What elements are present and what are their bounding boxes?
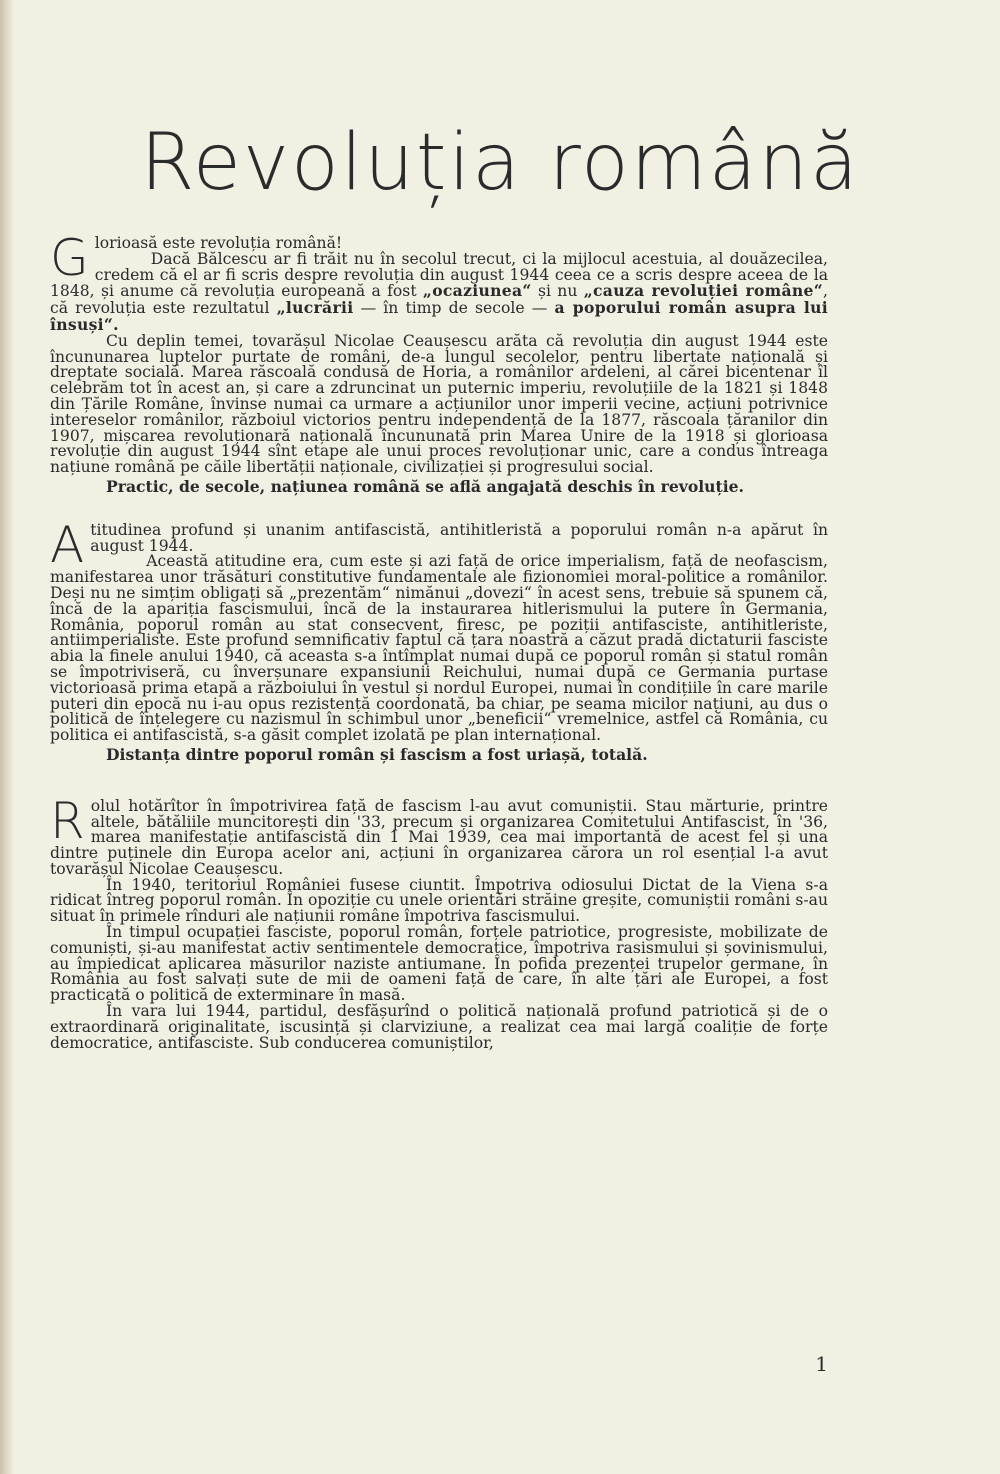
drop-cap: G [50, 229, 89, 287]
section-2 [50, 515, 828, 764]
article-body [50, 229, 828, 1052]
section-3 [50, 791, 828, 1052]
body-text: olul hotărîtor în împotrivirea față de fascism l-au avut comuniștii. Stau mărturie, printre altele, bătăliile muncitorești din '33, precum și organizarea Comitetului Antifascist, în '36, marea manifestație antifascistă din 1 Mai 1939, cea mai importantă de acest fel și una dintre puținele din Europa acelor ani, acțiuni în organizarea cărora un rol esențial l-a avut tovarășul Nicolae Ceaușescu. [50, 796, 828, 878]
emphasis-text: „lucrării [276, 298, 354, 318]
binding-gutter [0, 0, 14, 1474]
body-text: Dacă Bălcescu ar fi trăit nu în secolul trecut, ci la mijlocul acestuia, al douăzecilea, credem că el ar fi scris despre revoluția din august 1944 ceea ce a scris despre aceea de la 1848, și anume că revoluția europeană a fost [50, 249, 828, 301]
body-text: lorioasă este revoluția română! [94, 234, 343, 252]
emphasis-text: a poporului român asupra lui însuși“. [50, 298, 828, 334]
paragraph [50, 515, 828, 574]
paragraph [50, 791, 828, 878]
paragraph [50, 1004, 828, 1051]
emphasis-text: „cauza revoluției române“ [583, 281, 824, 301]
paragraph [50, 331, 828, 477]
body-text: titudinea profund și unanim antifascistă, antihitleristă a poporului român n-a apărut în august 1944. [90, 520, 828, 555]
paragraph [50, 875, 828, 926]
page-number: 1 [815, 1352, 828, 1376]
body-text: , că revoluția este rezultatul [50, 282, 828, 318]
paragraph [50, 925, 828, 1004]
emphasis-text: „ocaziunea“ [422, 281, 532, 301]
body-text: — în timp de secole — [353, 299, 555, 318]
body-text: În 1940, teritoriul României fusese ciuntit. Împotriva odiosului Dictat de la Viena s-a ridicat întreg poporul român. În opoziție cu unele orientări străine greșite, comuniștii români s-au situat în primele rînduri ale națiunii române împotriva fascismului. [50, 875, 828, 926]
section-gap [50, 495, 828, 523]
section-1 [50, 229, 828, 496]
body-text: În vara lui 1944, partidul, desfășurînd o politică națională profund patriotică și de o extraordinară originalitate, iscusință și clarviziune, a realizat cea mai largă coaliție de forțe democratice, antifasciste. Sub conducerea comuniștilor, [50, 1002, 828, 1052]
drop-cap: R [50, 791, 85, 850]
section-conclusion: Practic, de secole, națiunea română se află angajată deschis în revoluție. [106, 476, 744, 496]
paragraph [50, 249, 828, 334]
drop-cap: A [50, 515, 85, 574]
body-text: Cu deplin temei, tovarășul Nicolae Ceaușescu arăta că revoluția din august 1944 este încununarea luptelor purtate de români, de-a lungul secolelor, pentru libertate națională și dreptate socială. Marea răscoală condusă de Horia, a românilor ardeleni, al cărei bicentenar îl celebrăm tot în acest an, și care a zdruncinat un puternic imperiu, revoluțiile de la 1821 și 1848 din Țările Române, învinse numai ca urmare a acțiunilor unor imperii vecine, acțiuni potrivnice intereselor românilor, războiul victorios pentru independență de la 1877, răscoala țăranilor din 1907, mișcarea revoluționară națională încununată prin Marea Unire de la 1918 și glorioasa revoluție din august 1944 sînt etape ale unui proces revoluționar unic, care a condus întreaga națiune română pe căile libertății naționale, civilizației și progresului social. [50, 331, 828, 477]
body-text: În timpul ocupației fasciste, poporul român, forțele patriotice, progresiste, mobilizate de comuniști, și-au manifestat activ sentimentele democratice, împotriva rasismului și șovinismului, au împiedicat aplicarea măsurilor naziste antiumane. În pofida prezenței trupelor germane, în România au fost salvați sute de mii de oameni față de care, în alte țări ale Europei, a fost practicată o politică de exterminare în masă. [50, 923, 828, 1005]
section-conclusion: Distanța dintre poporul român și fascism a fost uriașă, totală. [106, 744, 648, 764]
page-title: Revoluția română [140, 118, 860, 208]
body-text: și nu [531, 282, 584, 301]
section-gap [50, 763, 828, 799]
body-text: Această atitudine era, cum este și azi față de orice imperialism, față de neofascism, manifestarea unor trăsături constitutive fundamentale ale fizionomiei moral-politice a românilor. Deși nu ne simțim obligați să „prezentăm“ nimănui „dovezi“ în acest sens, trebuie să spunem că, încă de la apariția fascismului, încă de la instaurarea hitlerismului la putere în Germania, România, poporul român au stat consecvent, firesc, pe poziții antifasciste, antihitleriste, antiimperialiste. Este profund semnificativ faptul că țara noastră a căzut pradă dictaturii fasciste abia la finele anului 1940, că aceasta s-a întîmplat numai după ce poporul român și statul român se împotriviseră, cu înverșunare expansiunii Reichului, numai după ce Germania purtase victorioasă prima etapă a războiului în vestul și nordul Europei, numai în condițiile în care marile puteri din epocă nu i-au opus rezistență coordonată, ba chiar, pe seama micilor națiuni, au dus o politică de înțelegere cu nazismul în schimbul unor „beneficii“ vremelnice, astfel că România, cu politica ei antifascistă, s-a găsit complet izolată pe plan internațional. [50, 552, 828, 745]
paragraph [50, 554, 828, 744]
